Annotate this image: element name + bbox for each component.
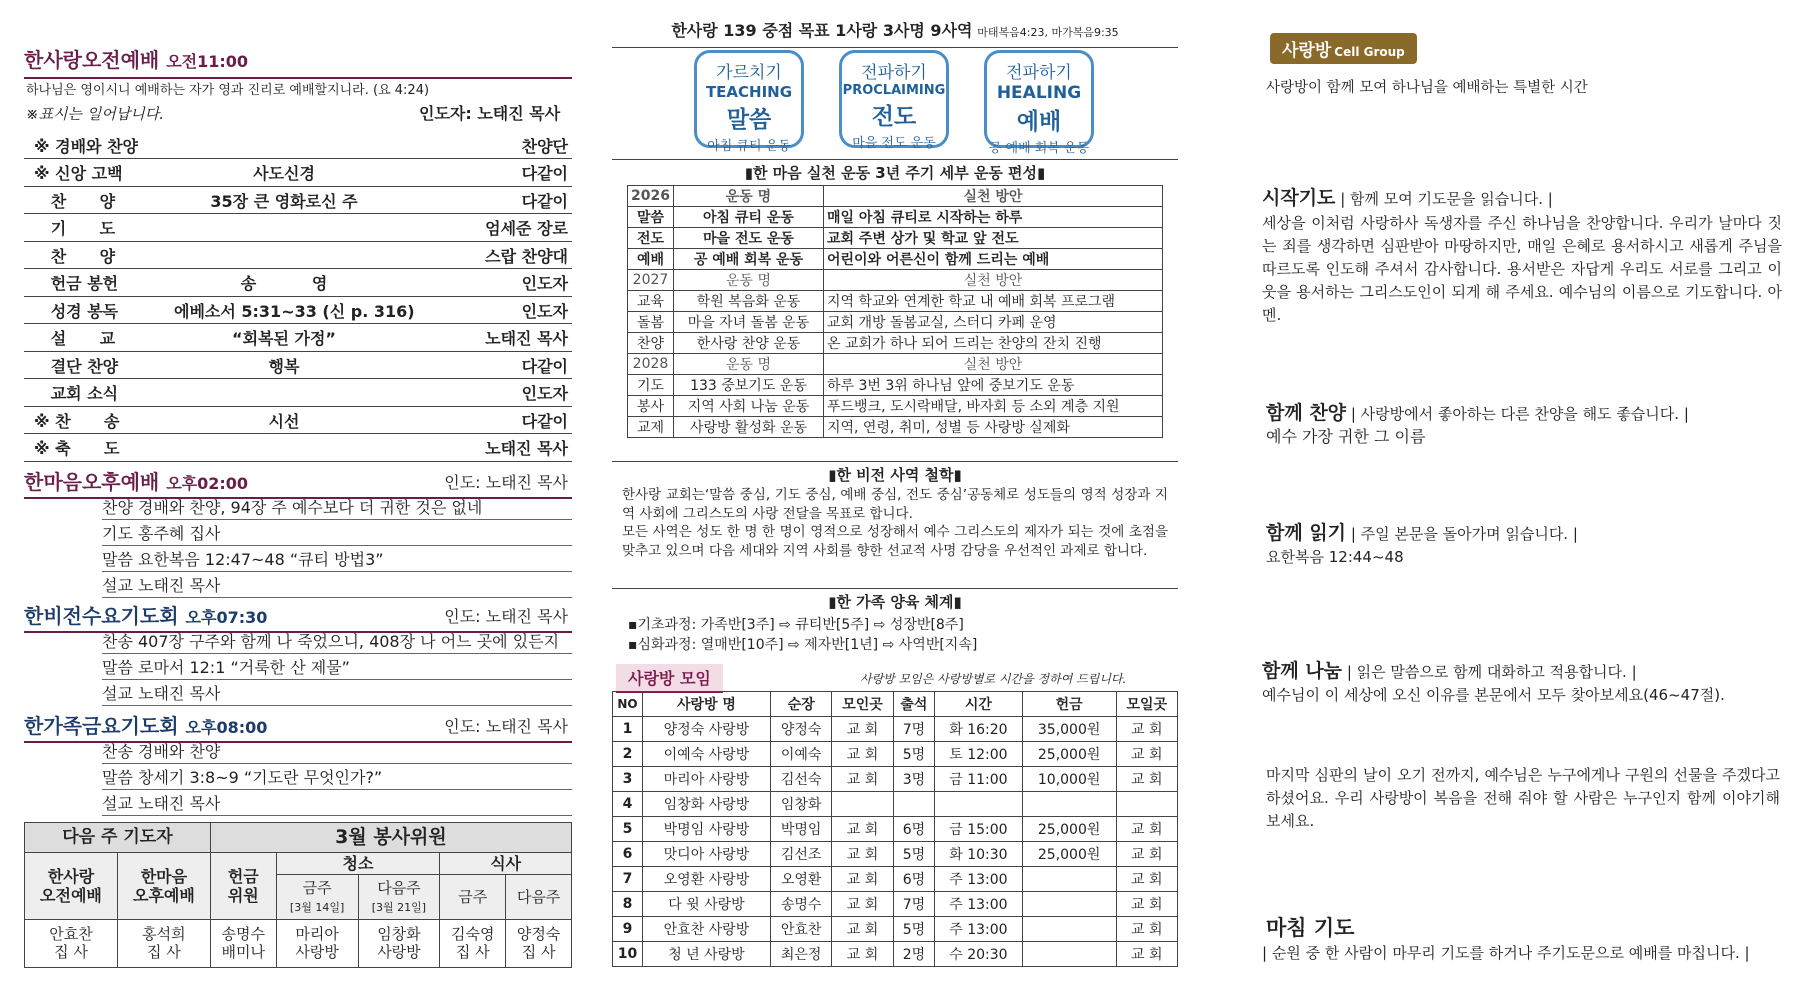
cell-value: 청 년 사랑방 [643, 942, 771, 967]
cell-value: 1 [613, 717, 643, 742]
order-person: 엄세준 장로 [485, 219, 568, 238]
badge-a: 전파하기 [861, 63, 927, 83]
badge-d: 아침 큐티 운동 [707, 139, 791, 154]
cell-value [935, 792, 1023, 817]
plan-movement: 지역 사회 나눔 운동 [673, 396, 823, 417]
duty-clean-this [276, 875, 358, 919]
plan-method: 교회 개방 돌봄교실, 스터디 카페 운영 [823, 312, 1162, 333]
plan-row [628, 417, 1163, 438]
step-share-sub: | 읽은 말씀으로 함께 대화하고 적용합니다. | [1346, 663, 1637, 681]
step-start-title: 시작기도 [1262, 187, 1336, 209]
plan-method: 실천 방안 [823, 354, 1162, 375]
duty-clean: 청소 [276, 853, 440, 875]
cell-value: 교 회 [832, 742, 893, 767]
goal-ref: 마태복음4:23, 마가복음9:35 [977, 26, 1119, 39]
plan-method: 온 교회가 하나 되어 드리는 찬양의 잔치 진행 [823, 333, 1162, 354]
plan-year: 말씀 [628, 207, 674, 228]
cell-header: 출석 [893, 692, 934, 717]
service-item: 설교 노태진 목사 [102, 790, 572, 816]
service-item: 찬송 경배와 찬양 [102, 738, 572, 764]
cell-value: 토 12:00 [935, 742, 1023, 767]
cell-value: 교 회 [1116, 767, 1177, 792]
plan-row [628, 249, 1163, 270]
morning-time: 오전11:00 [166, 52, 249, 71]
order-person: 다같이 [521, 411, 568, 431]
duty-prayer-head: 다음 주 기도자 [25, 823, 211, 853]
step-share-body2: 마지막 심판의 날이 오기 전까지, 예수님은 누구에게나 구원의 선물을 주겠다고 하셨어요. 우리 사랑방이 복음을 전해 줘야 할 사람은 누구인지 함께 이야기해 보세요. [1266, 766, 1780, 830]
stand-note: ※표시는 일어납니다. [26, 105, 165, 123]
cell-value: 교 회 [832, 842, 893, 867]
cell-value: 교 회 [1116, 842, 1177, 867]
friday-list [24, 738, 572, 816]
duty-c2: 한마음 오후예배 [117, 853, 210, 919]
cell-value: 7명 [893, 717, 934, 742]
cell-value: 오영환 사랑방 [643, 867, 771, 892]
cell-value: 임창화 사랑방 [643, 792, 771, 817]
order-detail: 행복 [268, 356, 300, 376]
order-item: ※ 찬 송 [34, 411, 120, 431]
plan-row [628, 270, 1163, 291]
order-person: 노태진 목사 [485, 329, 568, 348]
plan-method: 실천 방안 [823, 270, 1162, 291]
plan-method: 실천 방안 [823, 186, 1162, 207]
badge-teaching [694, 50, 804, 154]
cell-value: 교 회 [832, 767, 893, 792]
cell-value: 교 회 [1116, 917, 1177, 942]
cell-header: 순장 [770, 692, 831, 717]
order-detail: 송 영 [240, 274, 328, 293]
plan-row [628, 207, 1163, 228]
order-row [24, 242, 572, 269]
cell-value: 김선숙 [770, 767, 831, 792]
plan-row [628, 333, 1163, 354]
cell-value: 5 [613, 817, 643, 842]
order-item: 찬 양 [34, 191, 116, 211]
order-row [24, 352, 572, 379]
cell-value: 교 회 [1116, 817, 1177, 842]
cell-value: 양정숙 [770, 717, 831, 742]
order-item: 설 교 [34, 329, 116, 348]
badge-b: PROCLAIMING [842, 83, 946, 98]
order-person: 인도자 [521, 274, 568, 293]
service-item: 말씀 요한복음 12:47~48 “큐티 방법3” [102, 546, 572, 572]
afternoon-title: 한마음오후예배 [24, 470, 160, 494]
plan-method: 교회 주변 상가 및 학교 앞 전도 [823, 228, 1162, 249]
cell-header: 시간 [935, 692, 1023, 717]
plan-method: 어린이와 어른신이 함께 드리는 예배 [823, 249, 1162, 270]
cell-value: 주 13:00 [935, 917, 1023, 942]
cell-header: 사랑방 명 [643, 692, 771, 717]
cell-value: 박명임 사랑방 [643, 817, 771, 842]
afternoon-leader: 인도: 노태진 목사 [444, 473, 568, 492]
plan-year: 2026 [628, 186, 674, 207]
cell-value: 10 [613, 942, 643, 967]
cell-value: 양정숙 사랑방 [643, 717, 771, 742]
cell-value: 25,000원 [1022, 842, 1116, 867]
duty-meal: 식사 [440, 853, 572, 875]
step-read-title: 함께 읽기 [1266, 522, 1347, 544]
cell-value: 화 10:30 [935, 842, 1023, 867]
cell-value [1022, 867, 1116, 892]
order-item: 교회 소식 [34, 384, 119, 403]
cell-value: 교 회 [832, 867, 893, 892]
duty-v3: 마리아 사랑방 [276, 919, 358, 967]
cell-value: 안효찬 [770, 917, 831, 942]
duty-s1: 금주 [302, 878, 332, 897]
duty-v4: 임창화 사랑방 [358, 919, 440, 967]
wednesday-leader: 인도: 노태진 목사 [444, 607, 568, 626]
plan-method: 지역, 연령, 취미, 성별 등 사랑방 실제화 [823, 417, 1162, 438]
vision-title: ▮한 비전 사역 철학▮ [612, 461, 1178, 485]
badge-en: Cell Group [1334, 45, 1405, 59]
order-person: 다같이 [521, 356, 568, 376]
service-item: 설교 노태진 목사 [102, 680, 572, 706]
cell-value: 4 [613, 792, 643, 817]
order-person: 다같이 [521, 191, 568, 211]
cell-value: 5명 [893, 842, 934, 867]
badge-d: 공 예배 회복 운동 [988, 141, 1090, 156]
step-end-title: 마침 기도 [1266, 916, 1355, 940]
order-row [24, 407, 572, 434]
cell-value: 9 [613, 917, 643, 942]
cell-row [613, 867, 1178, 892]
step-praise-body: 예수 가장 귀한 그 이름 [1266, 427, 1426, 446]
cell-value: 25,000원 [1022, 817, 1116, 842]
plan-row [628, 396, 1163, 417]
cell-value [1022, 892, 1116, 917]
plan-year: 교제 [628, 417, 674, 438]
order-item: ※ 신앙 고백 [34, 164, 123, 183]
cell-row [613, 892, 1178, 917]
plan-table [627, 185, 1163, 438]
cell-value: 35,000원 [1022, 717, 1116, 742]
badge-c: 말씀 [726, 107, 772, 133]
cell-value: 이예숙 사랑방 [643, 742, 771, 767]
cell-value: 주 13:00 [935, 892, 1023, 917]
plan-year: 2027 [628, 270, 674, 291]
order-detail: 시선 [268, 411, 300, 431]
badge-a: 전파하기 [1006, 63, 1072, 83]
order-row [24, 160, 572, 187]
plan-row [628, 354, 1163, 375]
step-praise-sub: | 사랑방에서 좋아하는 다른 찬양을 해도 좋습니다. | [1350, 405, 1689, 423]
cell-value: 7명 [893, 892, 934, 917]
order-person: 찬양단 [521, 136, 568, 156]
cell-value: 김선조 [770, 842, 831, 867]
duty-s3: 금주 [440, 875, 506, 919]
cell-value: 5명 [893, 742, 934, 767]
service-item: 설교 노태진 목사 [102, 572, 572, 598]
plan-year: 예배 [628, 249, 674, 270]
duty-s4: 다음주 [506, 875, 572, 919]
cell-row [613, 792, 1178, 817]
duty-s2d: [3월 21일] [371, 900, 427, 914]
step-end-sub: | 순원 중 한 사람이 마무리 기도를 하거나 주기도문으로 예배를 마칩니다. | [1262, 944, 1750, 962]
duty-clean-next [358, 875, 440, 919]
step-start [1262, 183, 1782, 210]
order-row [24, 297, 572, 324]
cell-value: 5명 [893, 917, 934, 942]
cell-value [1022, 917, 1116, 942]
step-praise [1266, 398, 1689, 425]
order-row [24, 325, 572, 352]
duty-c1: 한사랑 오전예배 [25, 853, 118, 919]
order-person: 노태진 목사 [485, 439, 568, 458]
cell-value: 8 [613, 892, 643, 917]
wednesday-title: 한비전수요기도회 [24, 604, 179, 628]
plan-row [628, 291, 1163, 312]
friday-title: 한가족금요기도회 [24, 714, 179, 738]
cell-value: 오영환 [770, 867, 831, 892]
order-detail: 에베소서 5:31~33 (신 p. 316) [174, 301, 415, 321]
step-share [1262, 656, 1637, 683]
cell-row [613, 917, 1178, 942]
cell-value: 교 회 [832, 892, 893, 917]
duty-table [24, 822, 572, 968]
cell-value: 임창화 [770, 792, 831, 817]
plan-year: 교육 [628, 291, 674, 312]
service-item: 말씀 로마서 12:1 “거룩한 산 제물” [102, 654, 572, 680]
step-read [1266, 518, 1578, 545]
afternoon-time: 오후02:00 [166, 474, 249, 493]
plan-movement: 133 중보기도 운동 [673, 375, 823, 396]
goal-title: 한사랑 139 중점 목표 1사랑 3사명 9사역 [671, 21, 973, 40]
cell-value: 교 회 [832, 917, 893, 942]
cell-value: 교 회 [1116, 892, 1177, 917]
plan-title: ▮한 마음 실천 운동 3년 주기 세부 운동 편성▮ [612, 159, 1178, 183]
plan-movement: 사랑방 활성화 운동 [673, 417, 823, 438]
cell-header-row [613, 692, 1178, 717]
cell-value: 교 회 [832, 942, 893, 967]
service-item: 기도 홍주혜 집사 [102, 520, 572, 546]
cell-row [613, 942, 1178, 967]
step-praise-title: 함께 찬양 [1266, 402, 1347, 424]
order-person: 다같이 [521, 164, 568, 183]
step-start-sub: | 함께 모여 기도문을 읽습니다. | [1340, 190, 1553, 208]
badge-c: 전도 [871, 104, 917, 130]
cell-intro: 사랑방이 함께 모여 하나님을 예배하는 특별한 시간 [1266, 80, 1588, 96]
badge-healing [984, 50, 1094, 156]
cell-value: 10,000원 [1022, 767, 1116, 792]
cell-row [613, 842, 1178, 867]
cell-header: NO [613, 692, 643, 717]
cell-value: 박명임 [770, 817, 831, 842]
order-item: 성경 봉독 [34, 301, 119, 321]
step-share-body: 예수님이 이 세상에 오신 이유를 본문에서 모두 찾아보세요(46~47절). [1262, 686, 1725, 704]
plan-year: 2028 [628, 354, 674, 375]
cell-value: 3 [613, 767, 643, 792]
order-person: 인도자 [521, 384, 568, 403]
plan-year: 돌봄 [628, 312, 674, 333]
worship-order [24, 132, 572, 462]
cell-value: 7 [613, 867, 643, 892]
plan-movement: 아침 큐티 운동 [673, 207, 823, 228]
plan-movement: 운동 명 [673, 270, 823, 291]
plan-method: 푸드뱅크, 도시락배달, 바자회 등 소외 계층 지원 [823, 396, 1162, 417]
order-item: 찬 양 [34, 246, 116, 266]
cell-value [1116, 792, 1177, 817]
duty-v0: 안효찬 집 사 [25, 919, 118, 967]
afternoon-list [24, 494, 572, 598]
order-row [24, 215, 572, 242]
duty-v1: 홍석희 집 사 [117, 919, 210, 967]
family-basic: ▪기초과정: 가족반[3주] ⇨ 큐티반[5주] ⇨ 성장반[8주] [628, 617, 964, 633]
cell-value: 25,000원 [1022, 742, 1116, 767]
duty-v2: 송명수 배미나 [210, 919, 276, 967]
cell-value: 3명 [893, 767, 934, 792]
badge-b: TEACHING [705, 83, 793, 101]
cellgroup-badge [1270, 33, 1417, 64]
cell-value [1022, 792, 1116, 817]
badge-d: 마을 전도 운동 [852, 136, 936, 151]
step-read-body: 요한복음 12:44~48 [1266, 548, 1404, 566]
order-item: 결단 찬양 [34, 356, 119, 376]
plan-row [628, 186, 1163, 207]
step-share-title: 함께 나눔 [1262, 660, 1343, 682]
cell-value: 송명수 [770, 892, 831, 917]
cell-value: 화 16:20 [935, 717, 1023, 742]
order-item: 기 도 [34, 219, 116, 238]
wednesday-time: 오후07:30 [185, 608, 268, 627]
cell-value [1022, 942, 1116, 967]
cell-row [613, 817, 1178, 842]
service-item: 찬양 경배와 찬양, 94장 주 예수보다 더 귀한 것은 없네 [102, 494, 572, 520]
plan-movement: 학원 복음화 운동 [673, 291, 823, 312]
wednesday-list [24, 628, 572, 706]
badge-a: 가르치기 [716, 63, 782, 83]
order-item: 헌금 봉헌 [34, 274, 119, 293]
cell-title: 사랑방 모임 [616, 664, 723, 693]
plan-year: 찬양 [628, 333, 674, 354]
badge-c: 예배 [1016, 109, 1062, 135]
cell-value: 다 윗 사랑방 [643, 892, 771, 917]
cell-value: 맛디아 사랑방 [643, 842, 771, 867]
plan-year: 기도 [628, 375, 674, 396]
order-person: 인도자 [521, 301, 568, 321]
plan-movement: 운동 명 [673, 354, 823, 375]
family-title: ▮한 가족 양육 체계▮ [612, 588, 1178, 612]
friday-time: 오후08:00 [185, 718, 268, 737]
cell-header: 헌금 [1022, 692, 1116, 717]
order-person: 스랍 찬양대 [485, 246, 568, 266]
cell-value: 교 회 [832, 817, 893, 842]
morning-verse: 하나님은 영이시니 예배하는 자가 영과 진리로 예배할지니라. (요 4:24) [26, 83, 430, 98]
badge-proclaiming [839, 50, 949, 151]
plan-movement: 운동 명 [673, 186, 823, 207]
plan-movement: 한사랑 찬양 운동 [673, 333, 823, 354]
cell-value: 교 회 [1116, 717, 1177, 742]
family-advanced: ▪심화과정: 열매반[10주] ⇨ 제자반[1년] ⇨ 사역반[지속] [628, 637, 978, 653]
cell-value: 교 회 [832, 717, 893, 742]
plan-method: 하루 3번 3위 하나님 앞에 중보기도 운동 [823, 375, 1162, 396]
cell-note: 사랑방 모임은 사랑방별로 시간을 정하여 드립니다. [860, 672, 1127, 686]
order-detail: 35장 큰 영화로신 주 [210, 191, 358, 211]
morning-worship-header [24, 44, 572, 79]
order-row [24, 380, 572, 407]
plan-method: 지역 학교와 연계한 학교 내 예배 회복 프로그램 [823, 291, 1162, 312]
order-detail: “회복된 가정” [232, 329, 336, 348]
order-item: ※ 축 도 [34, 439, 120, 458]
duty-c3: 헌금 위원 [210, 853, 276, 919]
cell-value: 6명 [893, 867, 934, 892]
morning-leader: 인도자: 노태진 목사 [419, 104, 561, 123]
cell-row [613, 767, 1178, 792]
step-read-sub: | 주일 본문을 돌아가며 읽습니다. | [1350, 525, 1578, 543]
plan-row [628, 375, 1163, 396]
cell-value: 금 15:00 [935, 817, 1023, 842]
plan-movement: 마을 전도 운동 [673, 228, 823, 249]
service-item: 말씀 창세기 3:8~9 “기도란 무엇인가?” [102, 764, 572, 790]
duty-s1d: [3월 14일] [289, 900, 345, 914]
cell-value: 마리아 사랑방 [643, 767, 771, 792]
cell-row [613, 742, 1178, 767]
cell-value: 교 회 [1116, 942, 1177, 967]
cell-value: 2 [613, 742, 643, 767]
plan-row [628, 228, 1163, 249]
vision-text: 한사랑 교회는‘말씀 중심, 기도 중심, 예배 중심, 전도 중심’공동체로 성도들의 영적 성장과 지역 사회에 그리스도의 사랑 전달을 목표로 합니다. 모든 사역은 성도 한 명 한 명이 영적으로 성장해서 예수 그리스도의 제자가 되는 것에 초점을 맞추고 있으며 다음 세대와 지역 사회를 향한 선교적 사명 감당을 우선적인 과제로 합니다. [622, 487, 1168, 559]
morning-title: 한사랑오전예배 [24, 48, 160, 72]
cell-value: 6 [613, 842, 643, 867]
friday-leader: 인도: 노태진 목사 [444, 717, 568, 736]
plan-method: 매일 아침 큐티로 시작하는 하루 [823, 207, 1162, 228]
plan-year: 전도 [628, 228, 674, 249]
order-row [24, 435, 572, 462]
cell-value: 교 회 [1116, 742, 1177, 767]
duty-s2: 다음주 [377, 878, 421, 897]
cell-value: 이예숙 [770, 742, 831, 767]
plan-movement: 마을 자녀 돌봄 운동 [673, 312, 823, 333]
plan-row [628, 312, 1163, 333]
cell-table [612, 691, 1178, 967]
order-row [24, 187, 572, 214]
cell-value [893, 792, 934, 817]
badge-ko: 사랑방 [1282, 41, 1332, 61]
cell-header: 모인곳 [832, 692, 893, 717]
duty-volunteer-head: 3월 봉사위원 [210, 823, 571, 853]
service-item: 찬송 407장 구주와 함께 나 죽었으니, 408장 나 어느 곳에 있든지 [102, 628, 572, 654]
cell-value: 최은정 [770, 942, 831, 967]
cell-value: 안효찬 사랑방 [643, 917, 771, 942]
plan-year: 봉사 [628, 396, 674, 417]
plan-movement: 공 예배 회복 운동 [673, 249, 823, 270]
order-row [24, 270, 572, 297]
cell-value: 주 13:00 [935, 867, 1023, 892]
order-item: ※ 경배와 찬양 [34, 136, 138, 156]
cell-value: 수 20:30 [935, 942, 1023, 967]
duty-v6: 양정숙 집 사 [506, 919, 572, 967]
cell-value: 교 회 [1116, 867, 1177, 892]
step-start-body: 세상을 이처럼 사랑하사 독생자를 주신 하나님을 찬양합니다. 우리가 날마다 짓는 죄를 생각하면 심판받아 마땅하지만, 매일 은혜로 용서하시고 새롭게 주님을 따르도록 인도해 주셔서 감사합니다. 용서받은 자답게 우리도 서로를 그리고 이웃을 용서하는 그리스도인이 되게 해 주세요. 예수님의 이름으로 기도합니다. 아멘. [1262, 214, 1782, 324]
cell-value: 6명 [893, 817, 934, 842]
order-detail: 사도신경 [253, 164, 315, 183]
cell-header: 모일곳 [1116, 692, 1177, 717]
order-row [24, 132, 572, 159]
goal-header [612, 18, 1178, 48]
cell-value: 금 11:00 [935, 767, 1023, 792]
badge-b: HEALING [996, 83, 1082, 103]
cell-value: 2명 [893, 942, 934, 967]
duty-v5: 김숙영 집 사 [440, 919, 506, 967]
cell-row [613, 717, 1178, 742]
cell-value [832, 792, 893, 817]
